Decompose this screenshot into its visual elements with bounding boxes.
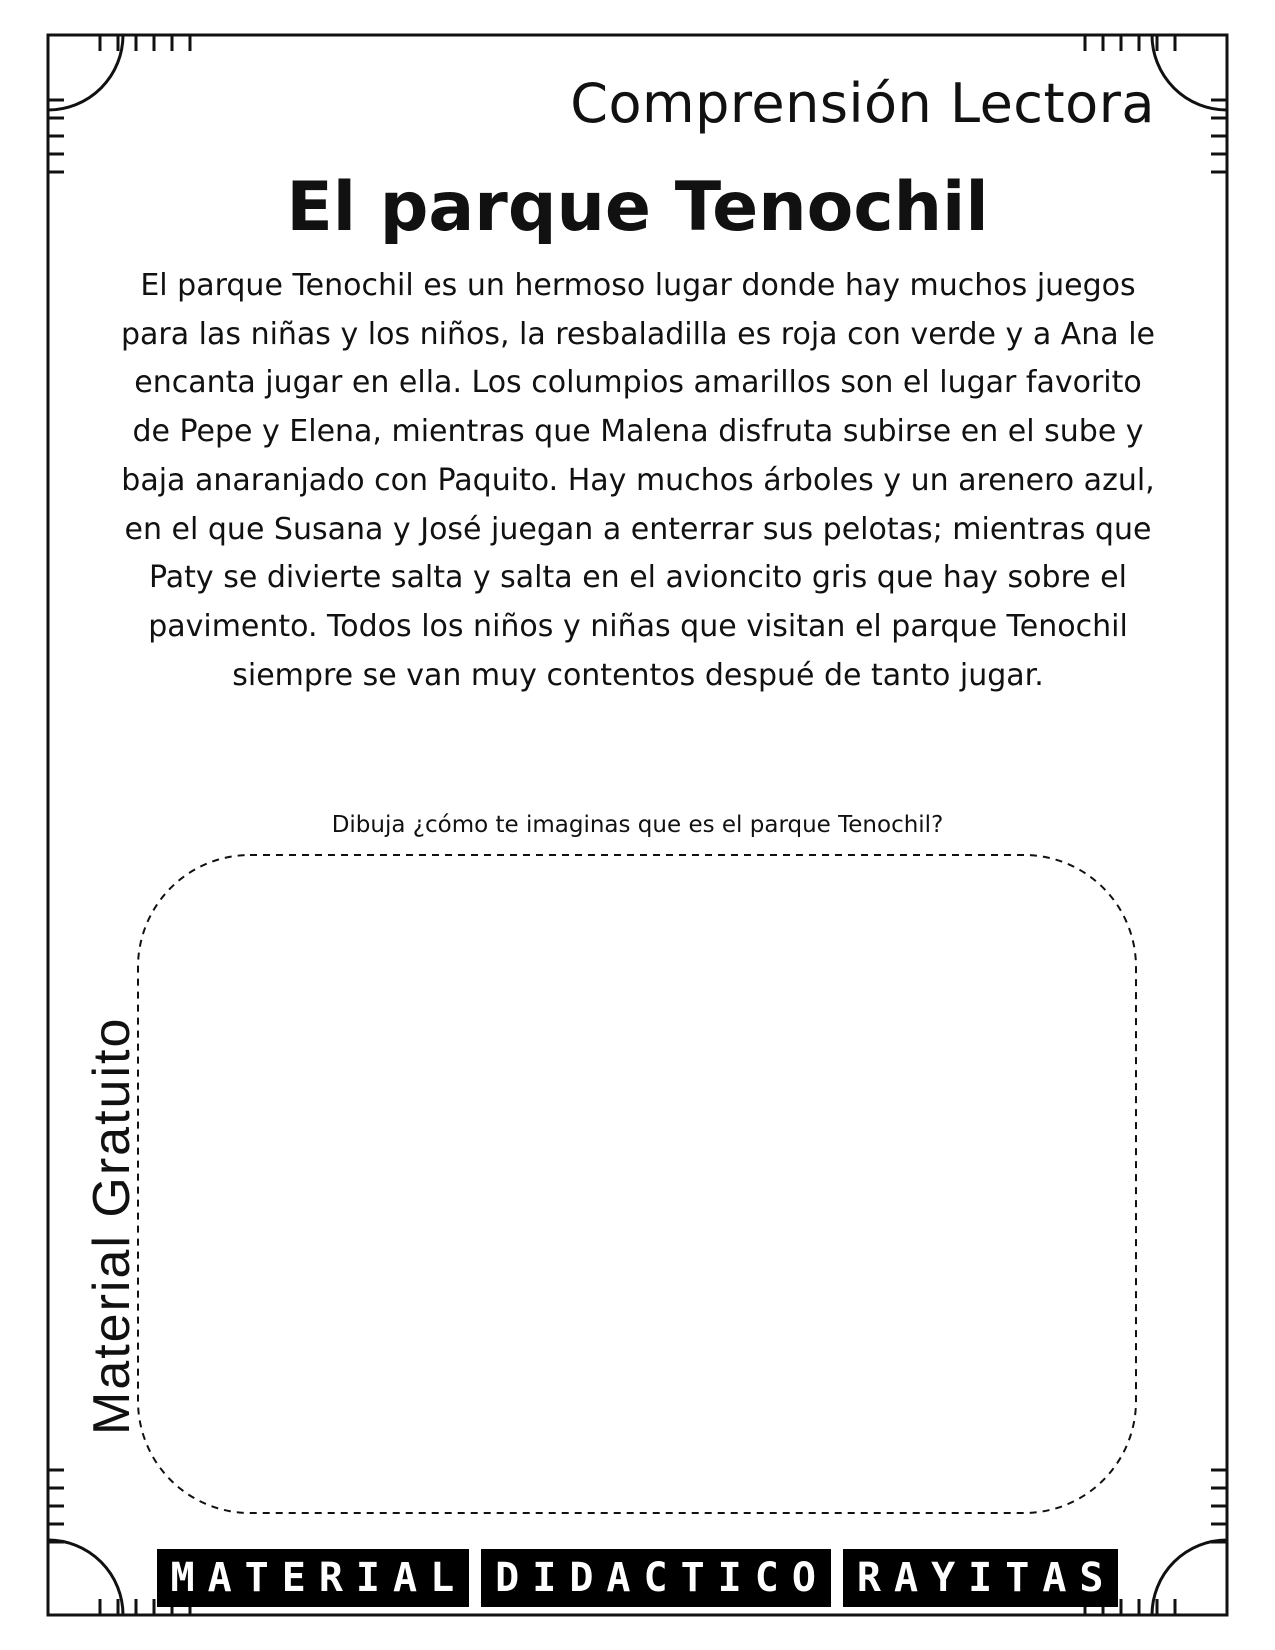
drawing-prompt: Dibuja ¿cómo te imaginas que es el parque Tenochil?: [331, 812, 944, 838]
page-title: El parque Tenochil: [286, 168, 989, 247]
story-text: El parque Tenochil es un hermoso lugar donde hay muchos juegos para las niñas y los niños, la resbaladilla es roja con verde y a Ana le encanta jugar en ella. Los columpios amarillos son el lugar favorito de Pepe y Elena, mientras que Malena disfruta subirse en el sube y baja anaranjado con Paquito. Hay muchos árboles y un arenero azul, en el que Susana y José juegan a enterrar sus pelotas; mientras que Paty se divierte salta y salta en el avioncito gris que hay sobre el pavimento. Todos los niños y niñas que visitan el parque Tenochil siempre se van muy contentos despué de tanto jugar.: [121, 268, 1155, 693]
brand-word: DIDACTICO: [481, 1549, 831, 1607]
brand-word: RAYITAS: [843, 1549, 1119, 1607]
drawing-area: [138, 855, 1136, 1513]
brand-footer: [0, 1549, 1275, 1607]
side-label: Material Gratuito: [83, 1016, 141, 1435]
brand-word: MATERIAL: [157, 1549, 470, 1607]
section-label: Comprensión Lectora: [570, 72, 1155, 135]
